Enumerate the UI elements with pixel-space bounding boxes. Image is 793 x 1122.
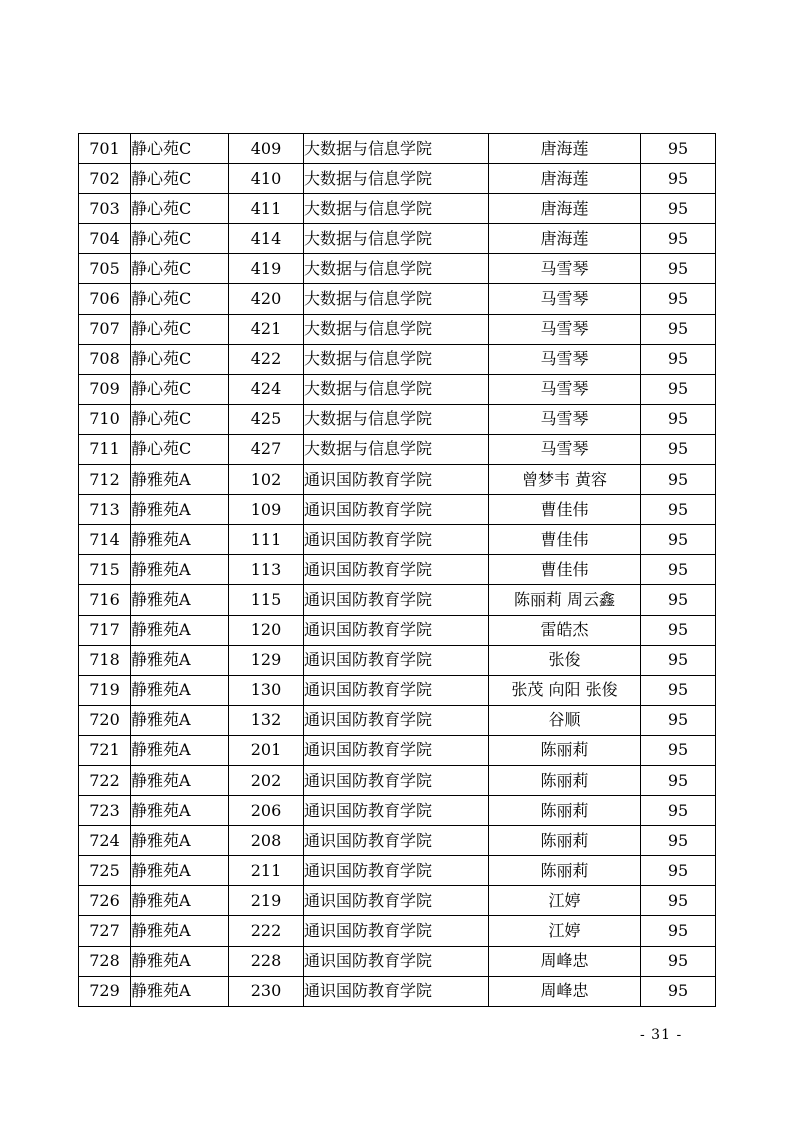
responsible-person-cell: 江婷 [489,886,641,916]
building-cell: 静雅苑A [131,916,229,946]
responsible-person-cell: 唐海莲 [489,134,641,164]
building-cell: 静心苑C [131,284,229,314]
building-cell: 静雅苑A [131,856,229,886]
room-number-cell: 427 [229,434,304,464]
serial-number-cell: 703 [79,194,131,224]
table-row [79,585,716,615]
table-row [79,314,716,344]
room-number-cell: 115 [229,585,304,615]
responsible-person-cell: 马雪琴 [489,284,641,314]
responsible-person-cell: 陈丽莉 [489,735,641,765]
room-number-cell: 130 [229,675,304,705]
serial-number-cell: 709 [79,374,131,404]
responsible-person-cell: 张茂 向阳 张俊 [489,675,641,705]
responsible-person-cell: 陈丽莉 [489,856,641,886]
table-row [79,735,716,765]
college-cell: 通识国防教育学院 [304,916,489,946]
responsible-person-cell: 曹佳伟 [489,525,641,555]
room-number-cell: 202 [229,765,304,795]
room-number-cell: 222 [229,916,304,946]
serial-number-cell: 708 [79,344,131,374]
room-number-cell: 230 [229,976,304,1006]
building-cell: 静心苑C [131,314,229,344]
table-row [79,344,716,374]
table-row [79,404,716,434]
responsible-person-cell: 曾梦韦 黄容 [489,465,641,495]
responsible-person-cell: 唐海莲 [489,164,641,194]
college-cell: 通识国防教育学院 [304,976,489,1006]
serial-number-cell: 706 [79,284,131,314]
score-cell: 95 [641,224,716,254]
building-cell: 静雅苑A [131,976,229,1006]
serial-number-cell: 724 [79,826,131,856]
serial-number-cell: 721 [79,735,131,765]
serial-number-cell: 726 [79,886,131,916]
table-row [79,224,716,254]
table-row [79,374,716,404]
responsible-person-cell: 陈丽莉 [489,826,641,856]
college-cell: 通识国防教育学院 [304,856,489,886]
building-cell: 静心苑C [131,134,229,164]
score-cell: 95 [641,254,716,284]
table-body [79,134,716,1007]
building-cell: 静心苑C [131,434,229,464]
score-cell: 95 [641,404,716,434]
room-number-cell: 424 [229,374,304,404]
serial-number-cell: 716 [79,585,131,615]
room-number-cell: 409 [229,134,304,164]
room-number-cell: 414 [229,224,304,254]
table-row [79,675,716,705]
serial-number-cell: 719 [79,675,131,705]
building-cell: 静心苑C [131,194,229,224]
college-cell: 通识国防教育学院 [304,615,489,645]
room-number-cell: 201 [229,735,304,765]
score-cell: 95 [641,555,716,585]
room-number-cell: 420 [229,284,304,314]
responsible-person-cell: 曹佳伟 [489,555,641,585]
responsible-person-cell: 张俊 [489,645,641,675]
college-cell: 大数据与信息学院 [304,254,489,284]
college-cell: 大数据与信息学院 [304,374,489,404]
building-cell: 静心苑C [131,404,229,434]
table-row [79,826,716,856]
table-row [79,976,716,1006]
room-number-cell: 120 [229,615,304,645]
score-cell: 95 [641,585,716,615]
table-row [79,194,716,224]
score-cell: 95 [641,675,716,705]
responsible-person-cell: 江婷 [489,916,641,946]
room-number-cell: 208 [229,826,304,856]
score-cell: 95 [641,976,716,1006]
building-cell: 静雅苑A [131,585,229,615]
score-cell: 95 [641,615,716,645]
table-row [79,525,716,555]
score-cell: 95 [641,705,716,735]
room-number-cell: 111 [229,525,304,555]
serial-number-cell: 729 [79,976,131,1006]
building-cell: 静雅苑A [131,886,229,916]
college-cell: 大数据与信息学院 [304,224,489,254]
table-row [79,856,716,886]
college-cell: 通识国防教育学院 [304,525,489,555]
serial-number-cell: 704 [79,224,131,254]
score-cell: 95 [641,916,716,946]
college-cell: 通识国防教育学院 [304,465,489,495]
serial-number-cell: 705 [79,254,131,284]
serial-number-cell: 720 [79,705,131,735]
building-cell: 静雅苑A [131,555,229,585]
responsible-person-cell: 陈丽莉 [489,765,641,795]
college-cell: 通识国防教育学院 [304,495,489,525]
college-cell: 大数据与信息学院 [304,314,489,344]
score-cell: 95 [641,525,716,555]
score-cell: 95 [641,645,716,675]
building-cell: 静雅苑A [131,735,229,765]
serial-number-cell: 711 [79,434,131,464]
building-cell: 静雅苑A [131,645,229,675]
serial-number-cell: 717 [79,615,131,645]
score-cell: 95 [641,946,716,976]
score-cell: 95 [641,856,716,886]
serial-number-cell: 715 [79,555,131,585]
score-cell: 95 [641,826,716,856]
responsible-person-cell: 马雪琴 [489,254,641,284]
score-cell: 95 [641,434,716,464]
college-cell: 通识国防教育学院 [304,705,489,735]
serial-number-cell: 723 [79,796,131,826]
score-cell: 95 [641,495,716,525]
serial-number-cell: 702 [79,164,131,194]
score-cell: 95 [641,765,716,795]
table-row [79,765,716,795]
score-cell: 95 [641,194,716,224]
room-number-cell: 422 [229,344,304,374]
responsible-person-cell: 马雪琴 [489,374,641,404]
college-cell: 大数据与信息学院 [304,284,489,314]
room-number-cell: 425 [229,404,304,434]
table-row [79,164,716,194]
table-row [79,946,716,976]
room-number-cell: 419 [229,254,304,284]
score-cell: 95 [641,465,716,495]
room-number-cell: 411 [229,194,304,224]
serial-number-cell: 728 [79,946,131,976]
building-cell: 静雅苑A [131,615,229,645]
room-number-cell: 421 [229,314,304,344]
table-row [79,254,716,284]
serial-number-cell: 701 [79,134,131,164]
score-cell: 95 [641,284,716,314]
serial-number-cell: 714 [79,525,131,555]
college-cell: 通识国防教育学院 [304,826,489,856]
room-number-cell: 410 [229,164,304,194]
score-cell: 95 [641,164,716,194]
college-cell: 通识国防教育学院 [304,735,489,765]
room-number-cell: 129 [229,645,304,675]
responsible-person-cell: 马雪琴 [489,404,641,434]
room-number-cell: 102 [229,465,304,495]
room-number-cell: 211 [229,856,304,886]
serial-number-cell: 718 [79,645,131,675]
serial-number-cell: 722 [79,765,131,795]
building-cell: 静心苑C [131,344,229,374]
serial-number-cell: 727 [79,916,131,946]
building-cell: 静雅苑A [131,705,229,735]
table-row [79,465,716,495]
college-cell: 大数据与信息学院 [304,344,489,374]
building-cell: 静雅苑A [131,765,229,795]
college-cell: 通识国防教育学院 [304,946,489,976]
serial-number-cell: 710 [79,404,131,434]
building-cell: 静雅苑A [131,465,229,495]
room-number-cell: 132 [229,705,304,735]
score-cell: 95 [641,886,716,916]
college-cell: 通识国防教育学院 [304,645,489,675]
college-cell: 通识国防教育学院 [304,675,489,705]
responsible-person-cell: 谷顺 [489,705,641,735]
college-cell: 通识国防教育学院 [304,886,489,916]
building-cell: 静雅苑A [131,495,229,525]
college-cell: 大数据与信息学院 [304,134,489,164]
serial-number-cell: 712 [79,465,131,495]
room-number-cell: 219 [229,886,304,916]
page-number: - 31 - [640,1027,683,1043]
score-cell: 95 [641,735,716,765]
building-cell: 静心苑C [131,224,229,254]
building-cell: 静雅苑A [131,525,229,555]
table-row [79,284,716,314]
college-cell: 大数据与信息学院 [304,434,489,464]
responsible-person-cell: 周峰忠 [489,976,641,1006]
score-cell: 95 [641,374,716,404]
building-cell: 静雅苑A [131,796,229,826]
serial-number-cell: 725 [79,856,131,886]
room-number-cell: 109 [229,495,304,525]
building-cell: 静心苑C [131,374,229,404]
table-row [79,555,716,585]
table-row [79,916,716,946]
score-cell: 95 [641,796,716,826]
responsible-person-cell: 曹佳伟 [489,495,641,525]
responsible-person-cell: 马雪琴 [489,434,641,464]
building-cell: 静心苑C [131,164,229,194]
college-cell: 通识国防教育学院 [304,555,489,585]
responsible-person-cell: 马雪琴 [489,344,641,374]
building-cell: 静雅苑A [131,826,229,856]
responsible-person-cell: 陈丽莉 [489,796,641,826]
table-row [79,886,716,916]
responsible-person-cell: 雷皓杰 [489,615,641,645]
building-cell: 静雅苑A [131,946,229,976]
building-cell: 静雅苑A [131,675,229,705]
table-row [79,645,716,675]
score-cell: 95 [641,314,716,344]
room-number-cell: 228 [229,946,304,976]
building-cell: 静心苑C [131,254,229,284]
responsible-person-cell: 马雪琴 [489,314,641,344]
college-cell: 通识国防教育学院 [304,796,489,826]
table-row [79,615,716,645]
score-cell: 95 [641,134,716,164]
score-cell: 95 [641,344,716,374]
college-cell: 大数据与信息学院 [304,164,489,194]
table-row [79,495,716,525]
table-row [79,434,716,464]
college-cell: 大数据与信息学院 [304,404,489,434]
table-row [79,134,716,164]
responsible-person-cell: 唐海莲 [489,224,641,254]
room-number-cell: 206 [229,796,304,826]
college-cell: 通识国防教育学院 [304,765,489,795]
responsible-person-cell: 周峰忠 [489,946,641,976]
table-row [79,796,716,826]
serial-number-cell: 713 [79,495,131,525]
serial-number-cell: 707 [79,314,131,344]
table-row [79,705,716,735]
responsible-person-cell: 陈丽莉 周云鑫 [489,585,641,615]
college-cell: 通识国防教育学院 [304,585,489,615]
dormitory-score-table [78,133,716,1007]
responsible-person-cell: 唐海莲 [489,194,641,224]
college-cell: 大数据与信息学院 [304,194,489,224]
room-number-cell: 113 [229,555,304,585]
